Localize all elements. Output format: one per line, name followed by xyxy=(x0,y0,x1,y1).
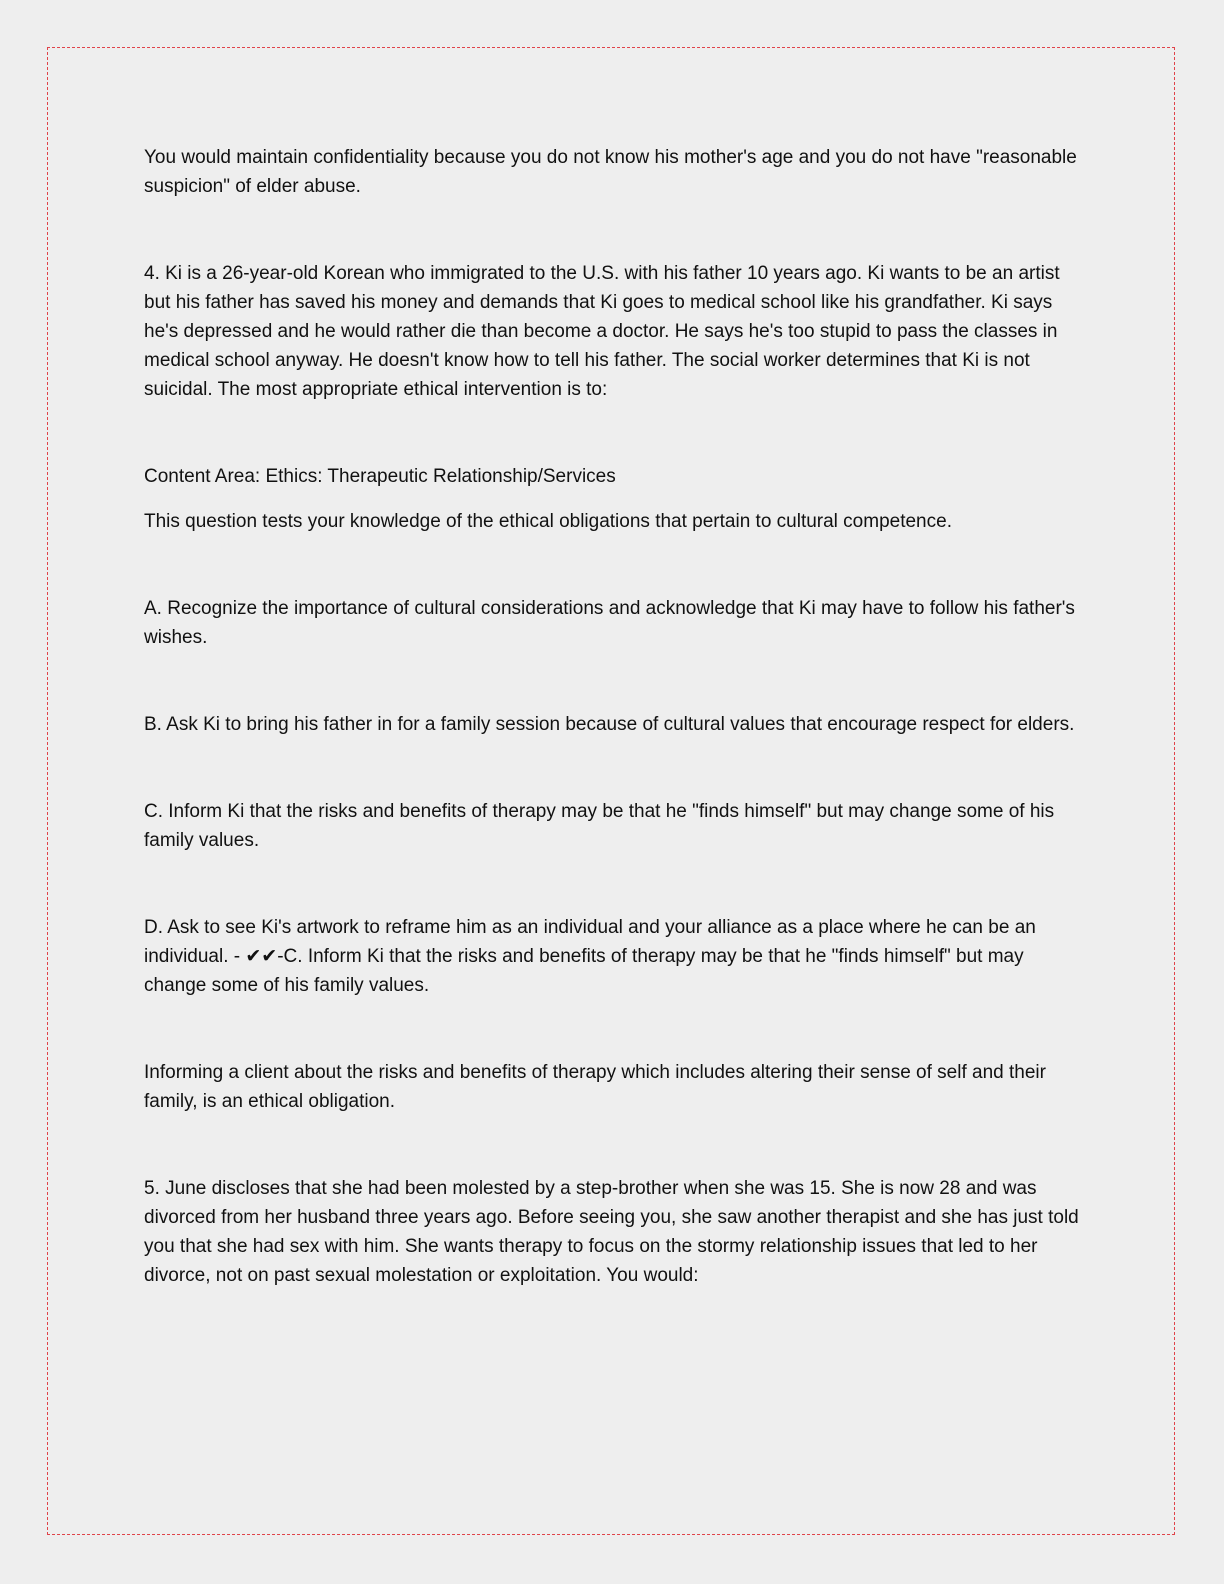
document-body xyxy=(144,143,1084,1290)
option-b: B. Ask Ki to bring his father in for a family session because of cultural values that encourage respect for elders. xyxy=(144,714,1075,735)
spacer xyxy=(144,1116,1084,1174)
spacer xyxy=(144,855,1084,913)
spacer xyxy=(144,536,1084,594)
question-5: 5. June discloses that she had been molested by a step-brother when she was 15. She is now 28 and was divorced from her husband three years ago. Before seeing you, she saw another therapist and she has just told you that she had sex with him. She wants therapy to focus on the stormy relationship issues that led to her divorce, not on past sexual molestation or exploitation. You would: xyxy=(144,1178,1079,1286)
answer-explanation-3: You would maintain confidentiality because you do not know his mother's age and you do not have "reasonable suspicion" of elder abuse. xyxy=(144,147,1077,197)
spacer xyxy=(144,652,1084,710)
answer-explanation-4: Informing a client about the risks and benefits of therapy which includes altering their sense of self and their family, is an ethical obligation. xyxy=(144,1062,1046,1112)
spacer xyxy=(144,1000,1084,1058)
spacer xyxy=(144,491,1084,507)
option-d-with-answer: D. Ask to see Ki's artwork to reframe him as an individual and your alliance as a place where he can be an individual. - ✔✔-C. Inform Ki that the risks and benefits of therapy may be that he "finds himself" but may change some of his family values. xyxy=(144,917,1036,996)
content-area: Content Area: Ethics: Therapeutic Relationship/Services xyxy=(144,466,616,487)
option-a: A. Recognize the importance of cultural considerations and acknowledge that Ki may have to follow his father's wishes. xyxy=(144,598,1075,648)
spacer xyxy=(144,201,1084,259)
spacer xyxy=(144,739,1084,797)
question-focus: This question tests your knowledge of the ethical obligations that pertain to cultural competence. xyxy=(144,511,952,532)
spacer xyxy=(144,404,1084,462)
option-c: C. Inform Ki that the risks and benefits of therapy may be that he "finds himself" but may change some of his family values. xyxy=(144,801,1055,851)
question-4: 4. Ki is a 26-year-old Korean who immigrated to the U.S. with his father 10 years ago. Ki wants to be an artist but his father has saved his money and demands that Ki goes to medical school like his grandfather. Ki says he's depressed and he would rather die than become a doctor. He says he's too stupid to pass the classes in medical school anyway. He doesn't know how to tell his father. The social worker determines that Ki is not suicidal. The most appropriate ethical intervention is to: xyxy=(144,263,1060,400)
